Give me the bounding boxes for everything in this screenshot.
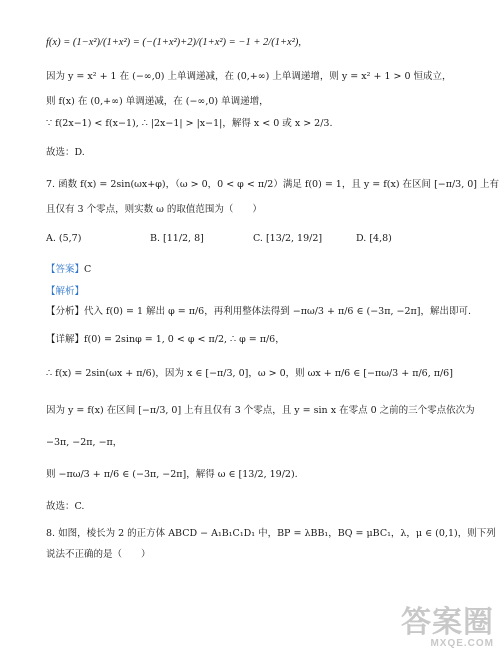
q8-stem-line1: 8. 如图，棱长为 2 的正方体 ABCD − A₁B₁C₁D₁ 中，BP = λBB₁，BQ = μBC₁，λ，μ ∈ (0,1)，则下列: [46, 528, 496, 539]
inequality-line: ∵ f(2x−1) < f(x−1), ∴ |2x−1| > |x−1|，解得 x < 0 或 x > 2/3.: [46, 118, 333, 129]
q7-option-c: C. [13/2, 19/2]: [253, 233, 323, 244]
q7-answer-line: [46, 263, 91, 277]
q8-stem-line2: 说法不正确的是（ ）: [46, 549, 151, 560]
q7-xiangjie-line: [46, 333, 285, 347]
xiangjie-text: f(0) = 2sinφ = 1, 0 < φ < π/2, ∴ φ = π/6，: [84, 334, 285, 345]
answer-value: C: [84, 264, 92, 275]
fenxi-text: 代入 f(0) = 1 解出 φ = π/6，再利用整体法得到 −πω/3 + π/6 ∈ (−3π, −2π]，解出即可.: [84, 306, 471, 317]
q7-analysis-line: [46, 285, 84, 299]
q7-step5-line: 则 −πω/3 + π/6 ∈ (−3π, −2π]，解得 ω ∈ [13/2, 19/2).: [46, 469, 298, 480]
q7-option-d: D. [4,8): [356, 233, 392, 244]
fx-expansion-line: f(x) = (1−x²)/(1+x²) = (−(1+x²)+2)/(1+x²) = −1 + 2/(1+x²),: [46, 37, 301, 48]
xiangjie-tag: 【详解】: [46, 334, 85, 345]
fenxi-tag: 【分析】: [46, 306, 85, 317]
q7-stem-line1: 7. 函数 f(x) = 2sin(ωx+φ)，（ω > 0，0 < φ < π/2）满足 f(0) = 1，且 y = f(x) 在区间 [−π/3, 0] 上有: [46, 179, 500, 190]
q7-step3-line: 因为 y = f(x) 在区间 [−π/3, 0] 上有且仅有 3 个零点，且 y = sin x 在零点 0 之前的三个零点依次为: [46, 405, 475, 416]
q7-step2-line: ∴ f(x) = 2sin(ωx + π/6)，因为 x ∈ [−π/3, 0]，ω > 0，则 ωx + π/6 ∈ [−πω/3 + π/6, π/6]: [46, 368, 453, 379]
q7-option-a: A. (5,7): [46, 233, 82, 244]
q7-answer-choice-line: 故选：C.: [46, 501, 85, 512]
monotone-note-line: 因为 y = x² + 1 在 (−∞,0) 上单调递减，在 (0,+∞) 上单调递增，则 y = x² + 1 > 0 恒成立，: [46, 71, 452, 82]
q7-stem-line2: 且仅有 3 个零点，则实数 ω 的取值范围为（ ）: [46, 204, 262, 215]
analysis-tag: 【解析】: [46, 286, 85, 297]
answer-prev-line: 故选：D.: [46, 147, 85, 158]
q7-step4-line: −3π, −2π, −π，: [46, 437, 123, 448]
answer-tag: 【答案】: [46, 264, 85, 275]
watermark-sub: MXQE.COM: [430, 638, 494, 649]
q7-option-b: B. [11/2, 8]: [150, 233, 204, 244]
watermark-main: 答案圈: [401, 606, 494, 639]
f-monotone-line: 则 f(x) 在 (0,+∞) 单调递减，在 (−∞,0) 单调递增，: [46, 96, 269, 107]
watermark-logo: [401, 608, 494, 649]
q7-fenxi-line: [46, 305, 471, 319]
